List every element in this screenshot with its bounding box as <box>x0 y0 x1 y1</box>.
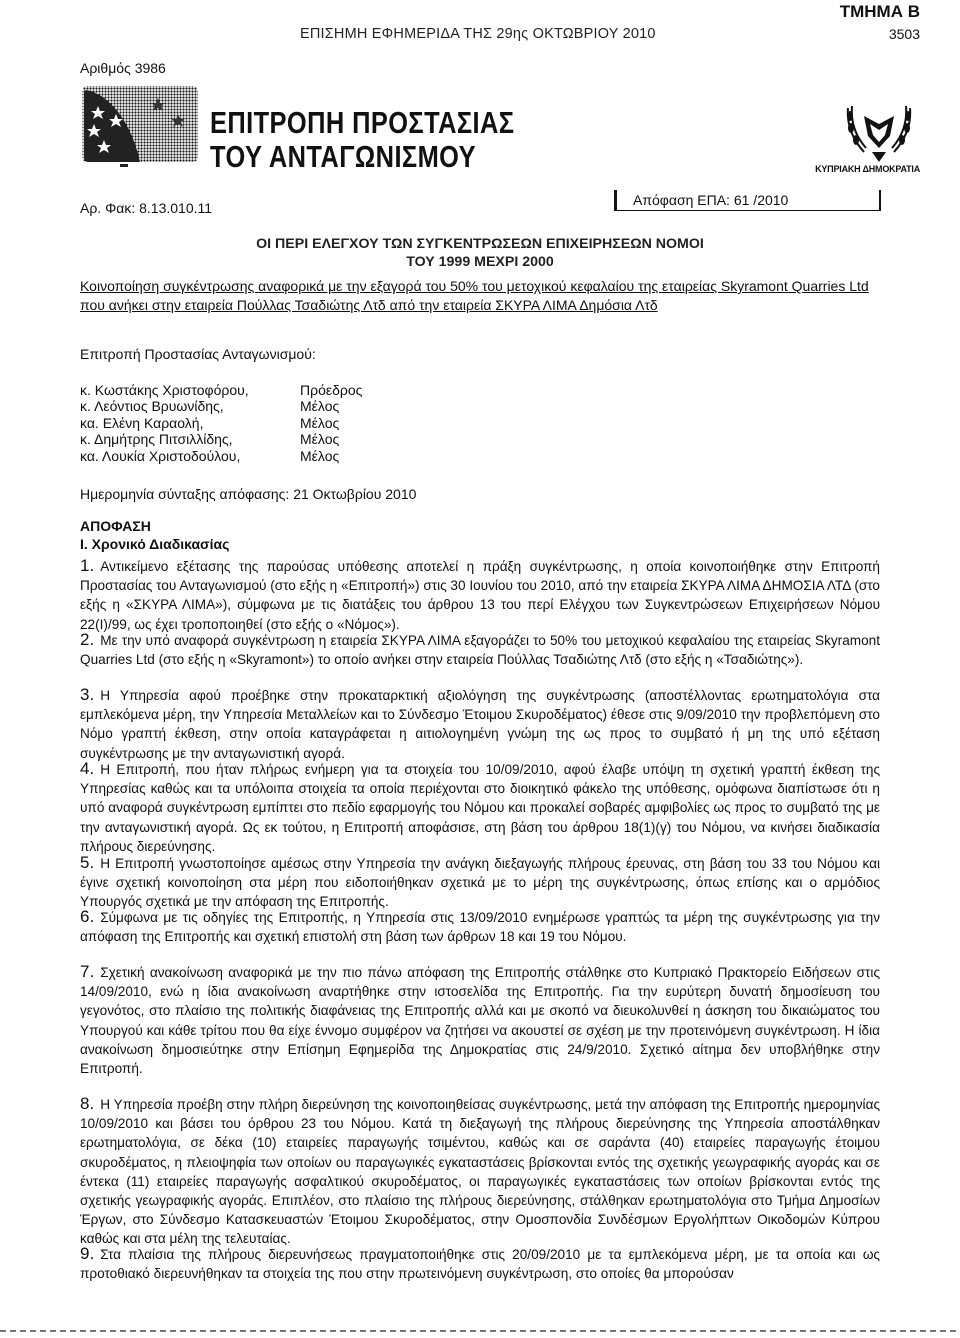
paragraph-number: 4. <box>80 759 95 778</box>
paragraph-text: Σύμφωνα με τις οδηγίες της Επιτροπής, η Υπηρεσία στις 13/09/2010 ενημέρωσε γραπτώς τα μέρη της συγκέντρωσης για την απόφαση της Επιτροπής και σχετική επιστολή στη βάση των άρθρων 18 και 19 του Νόμου. <box>80 910 880 945</box>
page-number: 3503 <box>888 26 920 42</box>
member-role: Μέλος <box>300 398 340 414</box>
member-role: Μέλος <box>300 415 340 431</box>
commission-members-label: Επιτροπή Προστασίας Ανταγωνισμού: <box>80 346 316 362</box>
decision-heading: ΑΠΟΦΑΣΗ <box>80 518 151 534</box>
paragraph-7 <box>80 962 880 1078</box>
paragraph-8 <box>80 1094 880 1249</box>
paragraph-text: Αντικείμενο εξέτασης της παρούσας υπόθεσης αποτελεί η πράξη συγκέντρωσης, η οποία κοινοποιήθηκε στην Επιτροπή Προστασίας του Ανταγωνισμού (στο εξής η «Επιτροπή») στις 30 Ιουνίου του 2010, από την εταιρεία ΣΚΥΡΑ ΛΙΜΑ ΔΗΜΟΣΙΑ ΛΤΔ (στο εξής η «ΣΚΥΡΑ ΛΙΜΑ»), σύμφωνα με τις διατάξεις του άρθρου 13 του περί Ελέγχου των Συγκεντρώσεων Επιχειρήσεων Νόμου 22(Ι)/99, ως έχει τροποποιηθεί (στο εξής ο «Νόμος»). <box>80 559 880 632</box>
member-role: Μέλος <box>300 431 340 447</box>
member-name: κ. Λεόντιος Βρυωνίδης, <box>80 398 224 414</box>
paragraph-9 <box>80 1244 880 1283</box>
paragraph-text: Με την υπό αναφορά συγκέντρωση η εταιρεία ΣΚΥΡΑ ΛΙΜΑ εξαγοράζει το 50% του μετοχικού κεφαλαίου της εταιρείας Skyramont Quarries Ltd (στο εξής η «Skyramont») το οποίο ανήκει στην εταιρεία Πούλλας Τσαδιώτης Λτδ (στο εξής η «Τσαδιώτης»). <box>80 633 880 668</box>
law-title-line1: ΟΙ ΠΕΡΙ ΕΛΕΓΧΟΥ ΤΩΝ ΣΥΓΚΕΝΤΡΩΣΕΩΝ ΕΠΙΧΕΙΡΗΣΕΩΝ ΝΟΜΟΙ <box>256 236 704 252</box>
paragraph-number: 5. <box>80 853 95 872</box>
paragraph-number: 7. <box>80 962 95 981</box>
member-name: κα. Ελένη Καραολή, <box>80 415 204 431</box>
commission-name <box>210 106 514 174</box>
republic-seal-label: ΚΥΠΡΙΑΚΗ ΔΗΜΟΚΡΑΤΙΑ <box>815 164 920 174</box>
member-role: Μέλος <box>300 448 340 464</box>
notification-subject: Κοινοποίηση συγκέντρωσης αναφορικά με την εξαγορά του 50% του μετοχικού κεφαλαίου της εταιρείας Skyramont Quarries Ltd που ανήκει στην εταιρεία Πούλλας Τσαδιώτης Λτδ από την εταιρεία ΣΚΥΡΑ ΛΙΜΑ Δημόσια Λτδ <box>80 278 869 313</box>
issue-number: Αριθμός 3986 <box>80 60 166 76</box>
paragraph-number: 1. <box>80 556 95 575</box>
paragraph-4 <box>80 759 880 856</box>
decision-date: Ημερομηνία σύνταξης απόφασης: 21 Οκτωβρίου 2010 <box>80 486 417 502</box>
paragraph-text: Η Επιτροπή γνωστοποίησε αμέσως στην Υπηρεσία την ανάγκη διεξαγωγής πλήρους έρευνας, στη βάση του 33 του Νόμου και έγινε σχετική κοινοποίηση στα μέρη που ειδοποιήθηκαν σχετικά με το μέρη της συγκέντρωσης, όπως επίσης και ο αρμόδιος Υπουργός σχετικά με την απόφαση της Επιτροπής. <box>80 856 880 910</box>
page-cut-line <box>0 1330 960 1332</box>
commission-name-line1: ΕΠΙΤΡΟΠΗ ΠΡΟΣΤΑΣΙΑΣ <box>210 105 515 140</box>
member-name: κα. Λουκία Χριστοδούλου, <box>80 448 241 464</box>
section-heading: Ι. Χρονικό Διαδικασίας <box>80 536 230 552</box>
paragraph-3 <box>80 685 880 763</box>
file-number: Αρ. Φακ: 8.13.010.11 <box>80 200 213 216</box>
paragraph-number: 3. <box>80 685 95 704</box>
paragraph-5 <box>80 853 880 912</box>
paragraph-number: 9. <box>80 1244 95 1263</box>
paragraph-text: Η Επιτροπή, που ήταν πλήρως ενήμερη για τα στοιχεία του 10/09/2010, αφού έλαβε υπόψη τη σχετική γραπτή έκθεση της Υπηρεσίας καθώς και τα υπόλοιπα στοιχεία τα οποία περιέχονται στο διοικητικό φάκελο της υπόθεσης, ομόφωνα διαπίστωσε ότι η υπό αναφορά συγκέντρωση εμπίπτει στο πεδίο εφαρμογής του Νόμου και προκαλεί σοβαρές αμφιβολίες ως προς το συμβατό της με την ανταγωνιστική αγορά. Ως εκ τούτου, η Επιτροπή αποφάσισε, στη βάση του άρθρου 18(1)(γ) του Νόμου, να κινήσει διαδικασία πλήρους διερεύνησης. <box>80 762 880 854</box>
paragraph-text: Η Υπηρεσία αφού προέβηκε στην προκαταρκτική αξιολόγηση της συγκέντρωσης (αποστέλλοντας ερωτηματολόγια στα εμπλεκόμενα μέρη, την Υπηρεσία Μεταλλείων και το Σύνδεσμο Έτοιμου Σκυροδέματος) έθεσε στις 9/09/2010 την προβλεπόμενη στο Νόμο γραπτή έκθεση, στην οποία καταγράφεται η αιτιολογημένη γνώμη της ως προς το συμβατό ή μη της υπό εξέταση συγκέντρωσης με την ανταγωνιστική αγορά. <box>80 688 880 761</box>
paragraph-1 <box>80 556 880 634</box>
part-label: ΤΜΗΜΑ Β <box>839 2 920 21</box>
gazette-title: ΕΠΙΣΗΜΗ ΕΦΗΜΕΡΙΔΑ ΤΗΣ 29ης ΟΚΤΩΒΡΙΟΥ 2010 <box>300 26 656 42</box>
law-title-line2: ΤΟΥ 1999 ΜΕΧΡΙ 2000 <box>406 254 554 270</box>
paragraph-2 <box>80 630 880 669</box>
eu-flag-stars-icon <box>80 84 198 168</box>
paragraph-number: 2. <box>80 630 95 649</box>
paragraph-6 <box>80 907 880 946</box>
cyprus-coat-of-arms-icon <box>842 102 916 166</box>
commission-name-line2: ΤΟΥ ΑΝΤΑΓΩΝΙΣΜΟΥ <box>210 139 477 174</box>
member-role: Πρόεδρος <box>300 382 363 398</box>
paragraph-text: Στα πλαίσια της πλήρους διερευνήσεως πραγματοποιήθηκε στις 20/09/2010 με τα εμπλεκόμενα μέρη, με τα οποία και ως προτοθιακό διερευνήθηκαν τα στοιχεία της που στην πρωτεινόμενη συγκέντρωση, στο οποίες θα μπορούσαν <box>80 1247 880 1282</box>
paragraph-number: 6. <box>80 907 95 926</box>
paragraph-text: Η Υπηρεσία προέβη στην πλήρη διερεύνηση της κοινοποιηθείσας συγκέντρωσης, μετά την απόφαση της Επιτροπής ημερομηνίας 10/09/2010 και βάσει του όρθρου 23 του Νόμου. Κατά τη διεξαγωγή της πλήρους διερεύνησης της Υπηρεσία αποστάλθηκαν ερωτηματολόγια, σε δέκα (10) εταιρείες παραγωγής τσιμέντου, καθώς και σε σαράντα (40) εταιρείες παραγωγής έτοιμου σκυροδέματος, η πλειοψηφία των οποίων ου παραγωγικές εγκαταστάσεις βρίσκονται εντός της σχετικής γεωγραφικής αγοράς και σε έντεκα (11) εταιρείες παραγωγής ασφαλτικού σκυροδέματος, οι παραγωγικές εγκαταστάσεις των οποίων βρίσκονται εντός της σχετικής γεωγραφικής αγοράς. Επιπλέον, στο πλαίσιο της πλήρους διερεύνησης, στάλθηκαν ερωτηματολόγια στο Τμήμα Δημοσίων Έργων, στο Σύνδεσμο Κατασκευαστών Έτοιμου Σκυροδέματος, στην Ομοσπονδία Συνδέσμων Εργολήπτων Οικοδομών Κύπρου καθώς και στα μέλη της τελευταίας. <box>80 1097 880 1247</box>
decision-number: Απόφαση ΕΠΑ: 61 /2010 <box>614 190 881 211</box>
member-name: κ. Δημήτρης Πιτσιλλίδης, <box>80 431 233 447</box>
member-name: κ. Κωστάκης Χριστοφόρου, <box>80 382 249 398</box>
paragraph-number: 8. <box>80 1094 95 1113</box>
paragraph-text: Σχετική ανακοίνωση αναφορικά με την πιο πάνω απόφαση της Επιτροπής στάλθηκε στο Κυπριακό Πρακτορείο Ειδήσεων στις 14/09/2010, ενώ η ίδια ανακοίνωση αναρτήθηκε στην ιστοσελίδα της Επιτροπής. Για την ευρύτερη δυνατή δημοσίευση του γεγονότος, στο πλαίσιο της πολιτικής διαφάνειας της Επιτροπής αλλά και με σκοπό να διευκολυνθεί η άσκηση του δικαιώματος του Υπουργού και κάθε τρίτου που θα είχε έννομο συμφέρον να ζητήσει να ακουστεί σε σχέση με την προτεινόμενη συγκέντρωση. Η ίδια ανακοίνωση δημοσιεύτηκε στην Επίσημη Εφημερίδα της Δημοκρατίας στις 24/9/2010. Σχετικό αίτημα δεν υποβλήθηκε στην Επιτροπή. <box>80 965 880 1077</box>
